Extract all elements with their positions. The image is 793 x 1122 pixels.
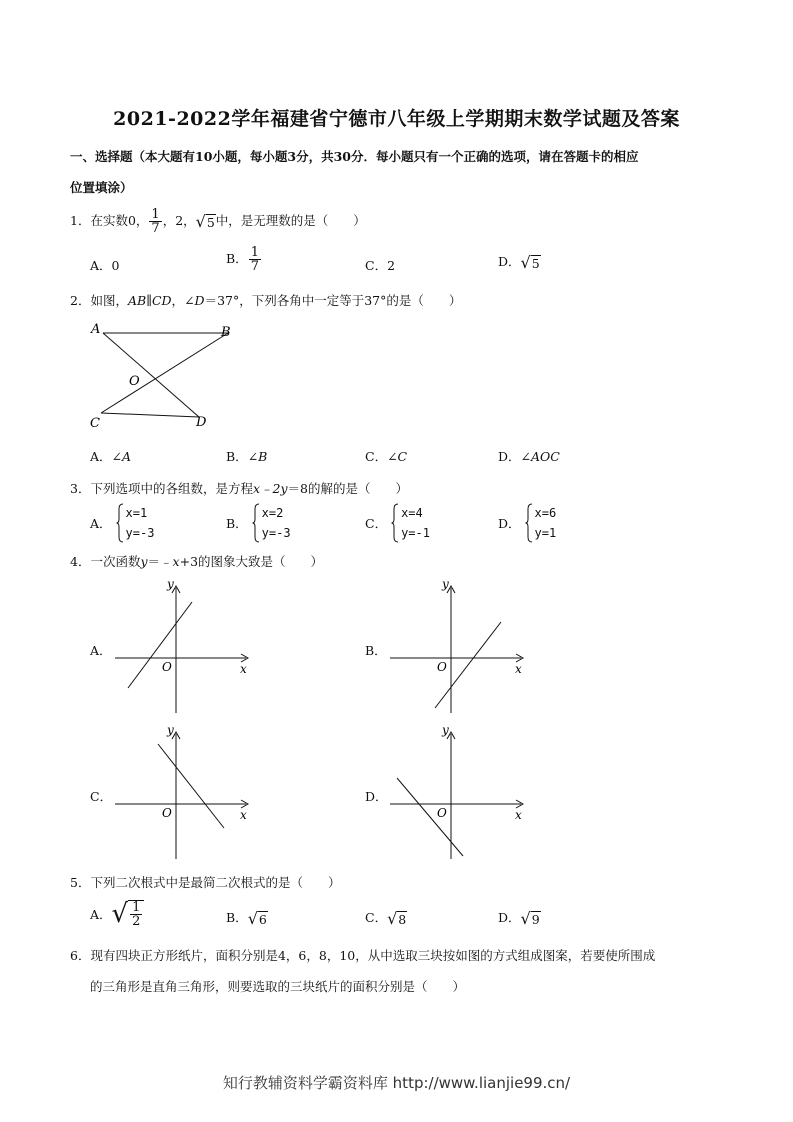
option-value: ∠AOC (520, 449, 560, 464)
fraction-denominator: 2 (132, 914, 141, 929)
option-label: A． (90, 516, 112, 531)
equation-row: x=2 (261, 506, 284, 520)
left-brace-icon (525, 503, 533, 543)
option-c (365, 256, 395, 274)
question-text: 一次函数 (90, 554, 141, 569)
question-text: ＝37°，下列各角中一定等于37°的是（ ） (204, 293, 462, 308)
option-c-label: C． (90, 789, 113, 804)
radical-sign-icon: √ (387, 909, 398, 928)
origin-label: O (437, 660, 447, 674)
option-d (498, 503, 556, 543)
x-axis-label: x (515, 808, 522, 822)
section-header-line1: 一、选择题（本大题有10小题，每小题3分，共30分．每小题只有一个正确的选项，请在答题卡的相应 (70, 149, 639, 164)
option-value: 0 (111, 258, 120, 273)
option-b (226, 447, 267, 465)
option-label: B． (226, 910, 248, 925)
equation-system (391, 503, 430, 543)
option-a (90, 503, 154, 543)
section-header-line2: 位置填涂） (70, 180, 133, 195)
point-o-label: O (129, 374, 140, 389)
footer-watermark: 知行教辅资料学霸资料库 http://www.lianjie99.cn/ (222, 1074, 571, 1092)
question-text: 中，是无理数的是（ ） (215, 213, 366, 228)
option-label: A． (90, 449, 112, 464)
point-d-label: D (196, 415, 207, 430)
segment-cd (101, 413, 199, 417)
radical-sign-icon: √ (520, 909, 531, 928)
math-expression: AB∥CD (127, 293, 172, 308)
option-label: C． (365, 258, 388, 273)
option-label: D． (498, 449, 521, 464)
question-text: 下列二次根式中是最简二次根式的是（ ） (90, 875, 341, 890)
option-b (226, 908, 268, 928)
equation-row: x=6 (534, 506, 557, 520)
equation-row: x=4 (401, 506, 423, 520)
square-root (112, 899, 145, 929)
equation-system (252, 503, 291, 543)
question-number: 2． (70, 293, 91, 308)
question-4 (70, 552, 323, 570)
question-2 (70, 291, 461, 309)
y-axis-label: y (167, 578, 174, 591)
question-text: 如图， (90, 293, 128, 308)
radicand: 6 (258, 912, 267, 927)
math-expression: x (172, 554, 180, 569)
option-a (90, 447, 131, 465)
origin-label: O (437, 806, 447, 820)
square-root (521, 909, 541, 928)
y-axis-label: y (167, 724, 174, 737)
left-brace-icon (391, 503, 399, 543)
y-axis-label: y (442, 724, 449, 737)
equation-row: y=-3 (261, 526, 291, 540)
fraction-denominator: 7 (151, 221, 160, 236)
option-a (90, 899, 144, 929)
option-label: C． (365, 449, 388, 464)
function-line (397, 778, 463, 856)
equation-row: x=1 (125, 506, 148, 520)
question-number: 3． (70, 481, 91, 496)
question-1 (70, 208, 366, 235)
option-label: A． (90, 907, 112, 922)
radical-sign-icon: √ (247, 909, 258, 928)
option-b (226, 503, 291, 543)
fraction-numerator: 1 (151, 207, 160, 222)
radicand: 5 (531, 256, 540, 271)
question-number: 1． (70, 213, 91, 228)
left-brace-icon (252, 503, 260, 543)
fraction-numerator: 1 (250, 245, 259, 260)
option-label: C． (365, 910, 388, 925)
parallel-lines-figure (85, 318, 245, 433)
origin-label: O (162, 806, 172, 820)
question-6-line2: 的三角形是直角三角形，则要选取的三块纸片的面积分别是（ ） (90, 979, 466, 994)
left-brace-icon (116, 503, 124, 543)
option-label: B． (226, 251, 248, 266)
square-root (521, 253, 541, 272)
equation-row: y=-1 (401, 526, 430, 540)
radicand: 5 (206, 215, 215, 230)
y-axis-label: y (442, 578, 449, 591)
x-axis-label: x (515, 662, 522, 676)
option-label: C． (365, 516, 388, 531)
question-6-line1 (70, 946, 655, 964)
option-d-label: D． (365, 789, 388, 804)
page-title: 2021-2022学年福建省宁德市八年级上学期期末数学试题及答案 (113, 108, 680, 130)
option-b (226, 246, 262, 273)
radical-sign-icon: √ (111, 899, 129, 929)
option-c (365, 503, 430, 543)
question-text: ， (171, 293, 185, 308)
option-value: ∠C (387, 449, 408, 464)
option-label: B． (226, 516, 248, 531)
question-text: ，2， (162, 213, 196, 228)
radicand: 8 (398, 912, 407, 927)
question-number: 4． (70, 554, 91, 569)
question-text: 在实数0， (90, 213, 149, 228)
math-expression: ∠D (184, 293, 205, 308)
question-text: +3的图象大致是（ ） (179, 554, 324, 569)
question-text: ＝﹣ (147, 554, 173, 569)
x-axis-label: x (240, 662, 247, 676)
option-label: D． (498, 910, 521, 925)
graph-option-a (110, 578, 260, 718)
equation-system (525, 503, 557, 543)
question-text: 现有四块正方形纸片，面积分别是4，6，8，10，从中选取三块按如图的方式组成图案，若要使所围成 (90, 948, 656, 963)
square-root (387, 909, 407, 928)
square-root (248, 909, 268, 928)
math-expression: x﹣2y (252, 481, 288, 496)
option-label: B． (226, 449, 248, 464)
segment-ad (103, 333, 199, 417)
option-c (365, 447, 407, 465)
graph-option-b (385, 578, 535, 718)
option-label: D． (498, 516, 521, 531)
option-d (498, 908, 541, 928)
radicand (128, 900, 144, 928)
fraction-denominator: 7 (250, 259, 259, 274)
point-b-label: B (221, 325, 231, 340)
question-5 (70, 873, 340, 891)
option-value: ∠A (111, 449, 132, 464)
fraction (249, 246, 261, 273)
question-number: 6． (70, 948, 91, 963)
option-d (498, 447, 560, 465)
fraction-numerator: 1 (132, 900, 141, 915)
point-a-label: A (91, 322, 101, 337)
point-c-label: C (90, 416, 100, 431)
segment-bc (101, 333, 228, 413)
option-a-label: A． (90, 643, 112, 658)
equation-row: y=1 (534, 526, 557, 540)
option-a (90, 256, 119, 274)
question-text: ＝8的解的是（ ） (287, 481, 409, 496)
option-value: 2 (387, 258, 396, 273)
question-text: 下列选项中的各组数，是方程 (90, 481, 253, 496)
radical-sign-icon: √ (195, 212, 206, 231)
graph-option-c (110, 724, 260, 864)
x-axis-label: x (240, 808, 247, 822)
fraction (130, 901, 142, 928)
radicand: 9 (531, 912, 540, 927)
option-label: D． (498, 254, 521, 269)
option-c (365, 908, 407, 928)
option-label: A． (90, 258, 112, 273)
graph-option-d (385, 724, 535, 864)
square-root (196, 212, 216, 231)
function-line (128, 602, 192, 688)
question-number: 5． (70, 875, 91, 890)
fraction (149, 208, 161, 235)
math-expression: y (140, 554, 148, 569)
radical-sign-icon: √ (520, 253, 531, 272)
option-d (498, 252, 541, 272)
origin-label: O (162, 660, 172, 674)
option-value: ∠B (247, 449, 268, 464)
equation-row: y=-3 (125, 526, 155, 540)
option-b-label: B． (365, 643, 387, 658)
equation-system (116, 503, 155, 543)
question-3 (70, 479, 408, 497)
